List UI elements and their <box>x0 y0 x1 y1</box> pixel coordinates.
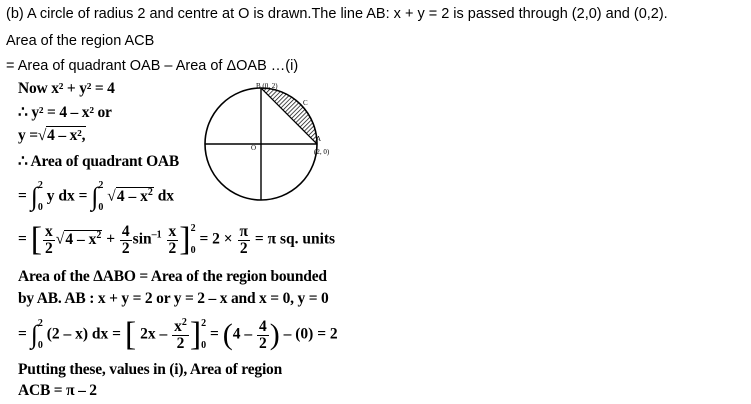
triangle-line-2: by AB. AB : x + y = 2 or y = 2 – x and x = 0, y = 0 <box>18 290 329 307</box>
integral-line: = ∫2 0 y dx = ∫2 0 $√4 - x^2$ dx <box>18 180 175 213</box>
label-a: A <box>316 135 322 143</box>
circle-figure <box>200 78 360 218</box>
y-radicand: 4 – x², <box>47 127 86 144</box>
therefore-y-squared: ∴ y² = 4 – x² or <box>18 104 112 121</box>
label-b: B (0, 2) <box>256 82 278 90</box>
putting-line-1: Putting these, values in (i), Area of region <box>18 361 283 378</box>
y-equals-sqrt: y =√4 – x², <box>18 127 86 144</box>
label-o: O <box>251 144 257 152</box>
triangle-integral: = ∫2 0 (2 – x) dx = [ 2x – $\frac{x^2}{2}$ ]2 0 = (4 – $\frac{4}{2}$ ) – (0) = 2 <box>18 316 338 353</box>
label-a-coord: (2, 0) <box>314 148 330 156</box>
label-c: C <box>303 99 308 107</box>
now-equation: Now x² + y² = 4 <box>18 80 115 97</box>
putting-line-2: ACB = π – 2 <box>18 382 97 399</box>
y-equals-prefix: y = <box>18 127 38 144</box>
intro-line-3: = Area of quadrant OAB – Area of ΔOAB …(i) <box>6 58 299 74</box>
intro-line-1: (b) A circle of radius 2 and centre at O is drawn.The line AB: x + y = 2 is passed through (2,0) and (0,2). <box>6 6 668 22</box>
intro-line-2: Area of the region ACB <box>6 33 155 49</box>
result-line: = [ $\frac{x}{2}$ $√4 - x^2$ + $\frac{4}{2}$ $\sin^{-1}$ $\frac{x}{2}$ ]2 0 = 2 × $\frac{\pi}{2}$ = π sq. units <box>18 221 336 258</box>
triangle-line-1: Area of the ΔABO = Area of the region bounded <box>18 268 327 285</box>
area-quadrant-label: ∴ Area of quadrant OAB <box>18 153 180 170</box>
